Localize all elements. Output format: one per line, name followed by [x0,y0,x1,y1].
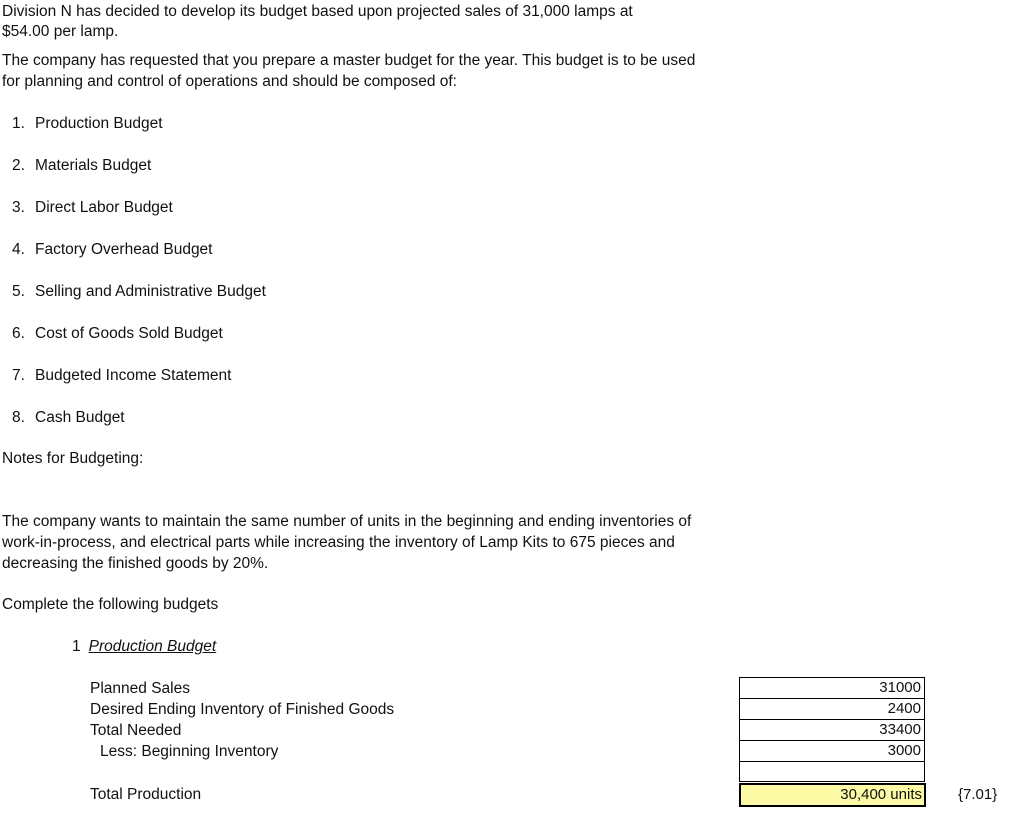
budget-list-label: Cash Budget [35,409,125,426]
production-budget-heading [72,636,216,657]
inventory-note-line-1: The company wants to maintain the same number of units in the beginning and ending inventories of [2,513,692,530]
budget-list-number: 8. [12,409,25,426]
budget-list-item [12,281,266,302]
production-budget-value-cells [739,677,925,782]
budget-list-label: Materials Budget [35,157,152,174]
budget-list-label: Budgeted Income Statement [35,367,232,384]
inventory-note-line-3: decreasing the finished goods by 20%. [2,555,269,572]
budget-list-number: 6. [12,325,25,342]
cell-beginning-inventory[interactable]: 3000 [740,741,924,762]
budget-list-item [12,113,163,134]
cell-total-needed[interactable]: 33400 [740,720,924,741]
row-label-total-needed: Total Needed [90,722,182,739]
row-label-desired-ending-inventory: Desired Ending Inventory of Finished Goods [90,701,395,718]
budget-list-item [12,197,173,218]
row-label-total-production: Total Production [90,786,202,803]
row-label-planned-sales: Planned Sales [90,680,190,697]
budget-list-number: 3. [12,199,25,216]
cell-total-production[interactable]: 30,400 units [739,783,926,807]
cell-blank[interactable] [740,762,924,782]
budget-list-number: 5. [12,283,25,300]
cell-planned-sales[interactable]: 31000 [740,678,924,699]
budget-list-number: 7. [12,367,25,384]
budget-list-label: Selling and Administrative Budget [35,283,266,300]
intro-line-1: Division N has decided to develop its budget based upon projected sales of 31,000 lamps at [2,3,633,20]
budget-list-number: 1. [12,115,25,132]
budget-list-item [12,407,125,428]
row-label-beginning-inventory: Less: Beginning Inventory [100,743,279,760]
intro-line-2: $54.00 per lamp. [2,23,119,40]
inventory-note-line-2: work-in-process, and electrical parts while increasing the inventory of Lamp Kits to 675 pieces and [2,534,675,551]
budget-list-item [12,365,231,386]
cell-desired-ending-inventory[interactable]: 2400 [740,699,924,720]
budget-list-label: Cost of Goods Sold Budget [35,325,223,342]
budget-list-item [12,323,223,344]
intro-line-3: The company has requested that you prepare a master budget for the year. This budget is to be used [2,52,696,69]
budget-list-number: 4. [12,241,25,258]
budget-list-item [12,239,213,260]
production-budget-number: 1 [72,638,81,655]
budget-list-item [12,155,151,176]
complete-instruction: Complete the following budgets [2,596,219,613]
budget-list-label: Direct Labor Budget [35,199,173,216]
intro-line-4: for planning and control of operations and should be composed of: [2,73,457,90]
budget-list-label: Factory Overhead Budget [35,241,213,258]
notes-heading: Notes for Budgeting: [2,450,144,467]
budget-list-label: Production Budget [35,115,163,132]
production-budget-title: Production Budget [88,638,217,655]
reference-code: {7.01} [958,786,998,803]
budget-list-number: 2. [12,157,25,174]
